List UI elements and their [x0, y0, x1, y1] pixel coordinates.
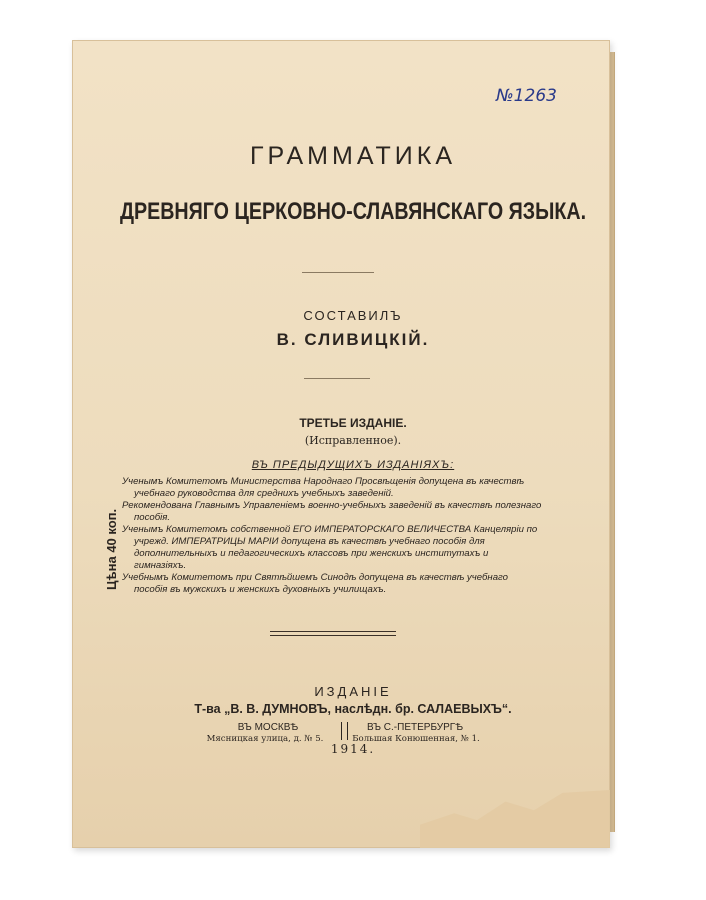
edition-label: ТРЕТЬЕ ИЗДАНІЕ. — [299, 416, 407, 430]
moscow-city: ВЪ МОСКВѢ — [237, 722, 299, 733]
inventory-mark: №1263 — [496, 86, 557, 106]
divider-rule — [304, 378, 370, 379]
approval-entry: Учебнымъ Комитетомъ при Святѣйшемъ Синодѣ допущена въ качествѣ учебнаго пособія въ мужскихъ и женскихъ духовныхъ училищахъ. — [122, 572, 509, 595]
compiled-by-label: СОСТАВИЛЪ — [303, 308, 403, 323]
double-rule-bottom — [270, 635, 396, 636]
petersburg-address: Большая Конюшенная, № 1. — [352, 734, 480, 744]
edition-note: (Исправленное). — [304, 434, 402, 447]
publisher-label: ИЗДАНІЕ — [314, 684, 392, 699]
moscow-address: Мясницкая улица, д. № 5. — [206, 734, 324, 744]
approval-entry: Ученымъ Комитетомъ Министерства Народнаго Просвѣщенія допущена въ качествѣ учебнаго руководства для среднихъ учебныхъ заведеній. — [122, 476, 524, 499]
title-line-2: ДРЕВНЯГО ЦЕРКОВНО-СЛАВЯНСКАГО ЯЗЫКА. — [119, 198, 587, 225]
divider-rule — [302, 272, 374, 273]
title-line-1: ГРАММАТИКА — [249, 142, 457, 170]
approval-entry: Ученымъ Комитетомъ собственной ЕГО ИМПЕРАТОРСКАГО ВЕЛИЧЕСТВА Канцеляріи по учрежд. ИМПЕРАТРИЦЫ МАРІИ допущена въ качествѣ учебнаго пособія для дополнительныхъ и педагогическихъ классовъ при женскихъ институтахъ и гимназіяхъ. — [122, 524, 538, 571]
approvals-list — [122, 476, 542, 596]
approval-entry: Рекомендована Главнымъ Управленіемъ военно-учебныхъ заведеній въ качествѣ полезнаго пособія. — [122, 500, 542, 523]
publisher-name: Т-ва „В. В. ДУМНОВЪ, наслѣдн. бр. САЛАЕВЫХЪ“. — [194, 702, 512, 716]
previous-editions-heading: ВЪ ПРЕДЫДУЩИХЪ ИЗДАНІЯХЪ: — [251, 459, 455, 471]
publication-year: 1914. — [330, 742, 376, 756]
author-name: В. СЛИВИЦКІЙ. — [276, 330, 430, 349]
price-stamp: Цѣна 40 коп. — [104, 508, 119, 590]
double-rule-top — [270, 631, 396, 632]
petersburg-city: ВЪ С.-ПЕТЕРБУРГѢ — [367, 722, 463, 733]
